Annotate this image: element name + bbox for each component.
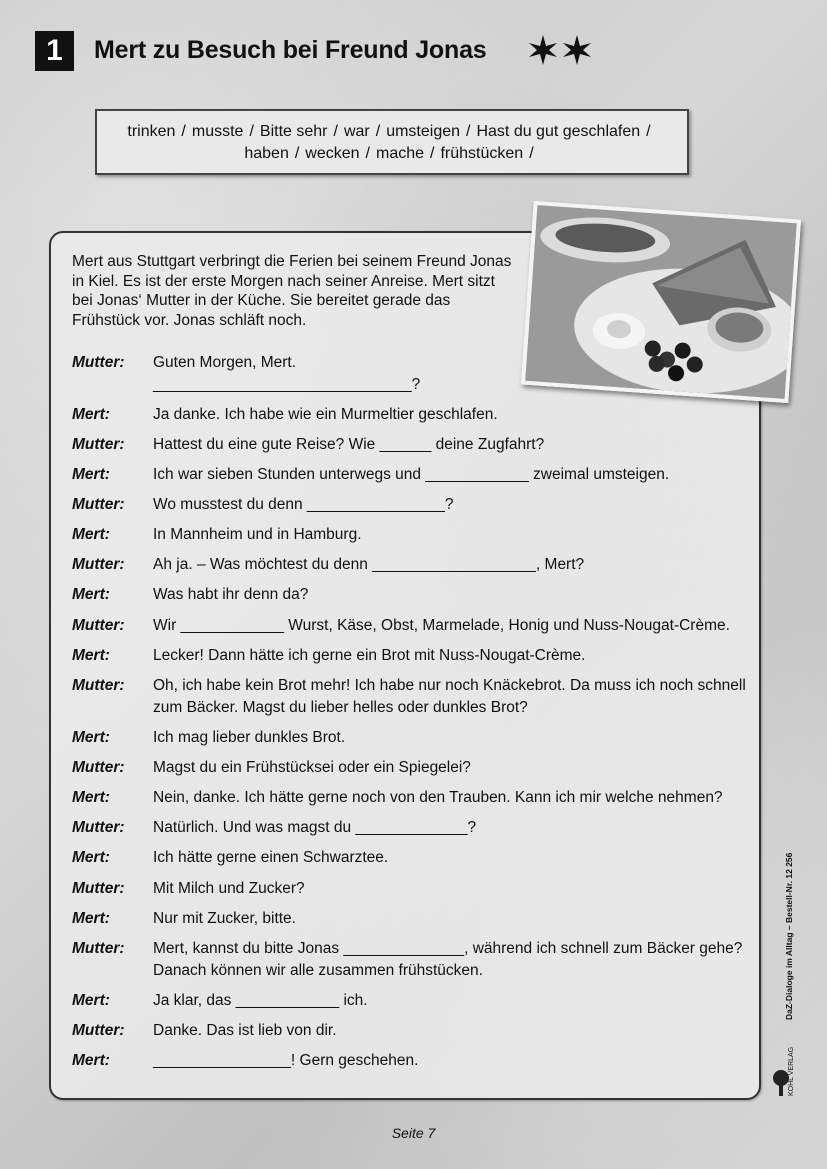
dialog-text: Mert, kannst du bitte Jonas ______________, während ich schnell zum Bäcker gehe? Danach können wir alle zusammen frühstücken. <box>153 940 743 979</box>
dialog-text: Ich mag lieber dunkles Brot. <box>153 729 346 746</box>
word-bank-word: Hast du gut geschlafen <box>476 123 641 140</box>
speaker-label: Mutter: <box>72 677 125 694</box>
word-separator: / <box>430 145 435 162</box>
dialog-text: Magst du ein Frühstücksei oder ein Spiegelei? <box>153 759 471 776</box>
word-separator: / <box>333 123 338 140</box>
speaker-label: Mutter: <box>72 759 125 776</box>
exercise-number: 1 <box>35 31 74 71</box>
speaker-label: Mutter: <box>72 354 125 371</box>
speaker-label: Mert: <box>72 910 110 927</box>
speaker-label: Mert: <box>72 729 110 746</box>
word-bank-word: haben <box>244 145 289 162</box>
speaker-label: Mutter: <box>72 819 125 836</box>
speaker-label: Mert: <box>72 586 110 603</box>
star-icon <box>562 34 592 66</box>
word-separator: / <box>529 145 534 162</box>
word-bank-word: frühstücken <box>440 145 524 162</box>
word-separator: / <box>249 123 254 140</box>
word-separator: / <box>365 145 370 162</box>
dialog-text: Lecker! Dann hätte ich gerne ein Brot mit Nuss-Nougat-Crème. <box>153 647 586 664</box>
speaker-label: Mert: <box>72 406 110 423</box>
word-separator: / <box>294 145 300 162</box>
dialog-text: Ah ja. – Was möchtest du denn ___________________, Mert? <box>153 556 585 573</box>
page-number: Seite 7 <box>391 1125 436 1141</box>
dialog-text: Hattest du eine gute Reise? Wie ______ deine Zugfahrt? <box>153 436 545 453</box>
speaker-label: Mert: <box>72 526 110 543</box>
dialog-text: Nur mit Zucker, bitte. <box>153 910 296 927</box>
word-bank <box>95 109 689 175</box>
speaker-label: Mutter: <box>72 436 125 453</box>
dialog-text: Guten Morgen, Mert. ______________________________? <box>153 354 421 393</box>
speaker-label: Mert: <box>72 849 110 866</box>
dialog-text: ________________! Gern geschehen. <box>153 1052 419 1069</box>
word-bank-row <box>97 143 687 165</box>
speaker-label: Mert: <box>72 992 110 1009</box>
word-bank-word: trinken <box>127 123 176 140</box>
order-number-text: DaZ-Dialoge im Alltag – Bestell-Nr. 12 256 <box>784 852 794 1020</box>
word-separator: / <box>646 123 651 140</box>
intro-text: Mert aus Stuttgart verbringt die Ferien bei seinem Freund Jonas in Kiel. Es ist der erste Morgen nach seiner Anreise. Mert sitzt bei Jonas‘ Mutter in der Küche. Sie bereitet gerade das Frühstück vor. Jonas schläft noch. <box>72 253 512 329</box>
word-bank-row <box>97 121 687 143</box>
star-icon <box>528 34 558 66</box>
dialog-text: Danke. Das ist lieb von dir. <box>153 1022 337 1039</box>
speaker-label: Mert: <box>72 1052 110 1069</box>
speaker-label: Mutter: <box>72 880 125 897</box>
dialog-text: Ich hätte gerne einen Schwarztee. <box>153 849 389 866</box>
dialog-text: Ich war sieben Stunden unterwegs und ____________ zweimal umsteigen. <box>153 466 670 483</box>
page-title: Mert zu Besuch bei Freund Jonas <box>94 36 487 64</box>
publisher-logo <box>770 1046 795 1103</box>
dialog-text: Wir ____________ Wurst, Käse, Obst, Marmelade, Honig und Nuss-Nougat-Crème. <box>153 617 730 634</box>
dialog-text: Oh, ich habe kein Brot mehr! Ich habe nur noch Knäckebrot. Da muss ich noch schnell zum Bäcker. Magst du lieber helles oder dunkles Brot? <box>153 677 746 716</box>
dialog-text: Nein, danke. Ich hätte gerne noch von den Trauben. Kann ich mir welche nehmen? <box>153 789 723 806</box>
word-separator: / <box>466 123 471 140</box>
speaker-label: Mert: <box>72 647 110 664</box>
difficulty-stars <box>528 34 592 66</box>
dialog-text: Wo musstest du denn ________________? <box>153 496 454 513</box>
word-bank-word: musste <box>191 123 244 140</box>
dialog-text: Ja danke. Ich habe wie ein Murmeltier geschlafen. <box>153 406 498 423</box>
word-bank-word: wecken <box>305 145 360 162</box>
word-separator: / <box>181 123 186 140</box>
dialog-text: Ja klar, das ____________ ich. <box>153 992 368 1009</box>
dialog-text: Mit Milch und Zucker? <box>153 880 305 897</box>
dialog-text: Natürlich. Und was magst du _____________? <box>153 819 477 836</box>
word-separator: / <box>375 123 381 140</box>
speaker-label: Mutter: <box>72 1022 125 1039</box>
dialog-text: Was habt ihr denn da? <box>153 586 309 603</box>
dialog-text: In Mannheim und in Hamburg. <box>153 526 362 543</box>
word-bank-word: mache <box>376 145 425 162</box>
speaker-label: Mutter: <box>72 556 125 573</box>
word-bank-word: Bitte sehr <box>259 123 328 140</box>
speaker-label: Mert: <box>72 466 110 483</box>
speaker-label: Mutter: <box>72 617 125 634</box>
speaker-label: Mutter: <box>72 496 125 513</box>
publisher-name: KOHL VERLAG <box>788 1046 795 1096</box>
speaker-label: Mutter: <box>72 940 125 957</box>
word-bank-word: war <box>343 123 370 140</box>
word-bank-word: umsteigen <box>386 123 461 140</box>
speaker-label: Mert: <box>72 789 110 806</box>
